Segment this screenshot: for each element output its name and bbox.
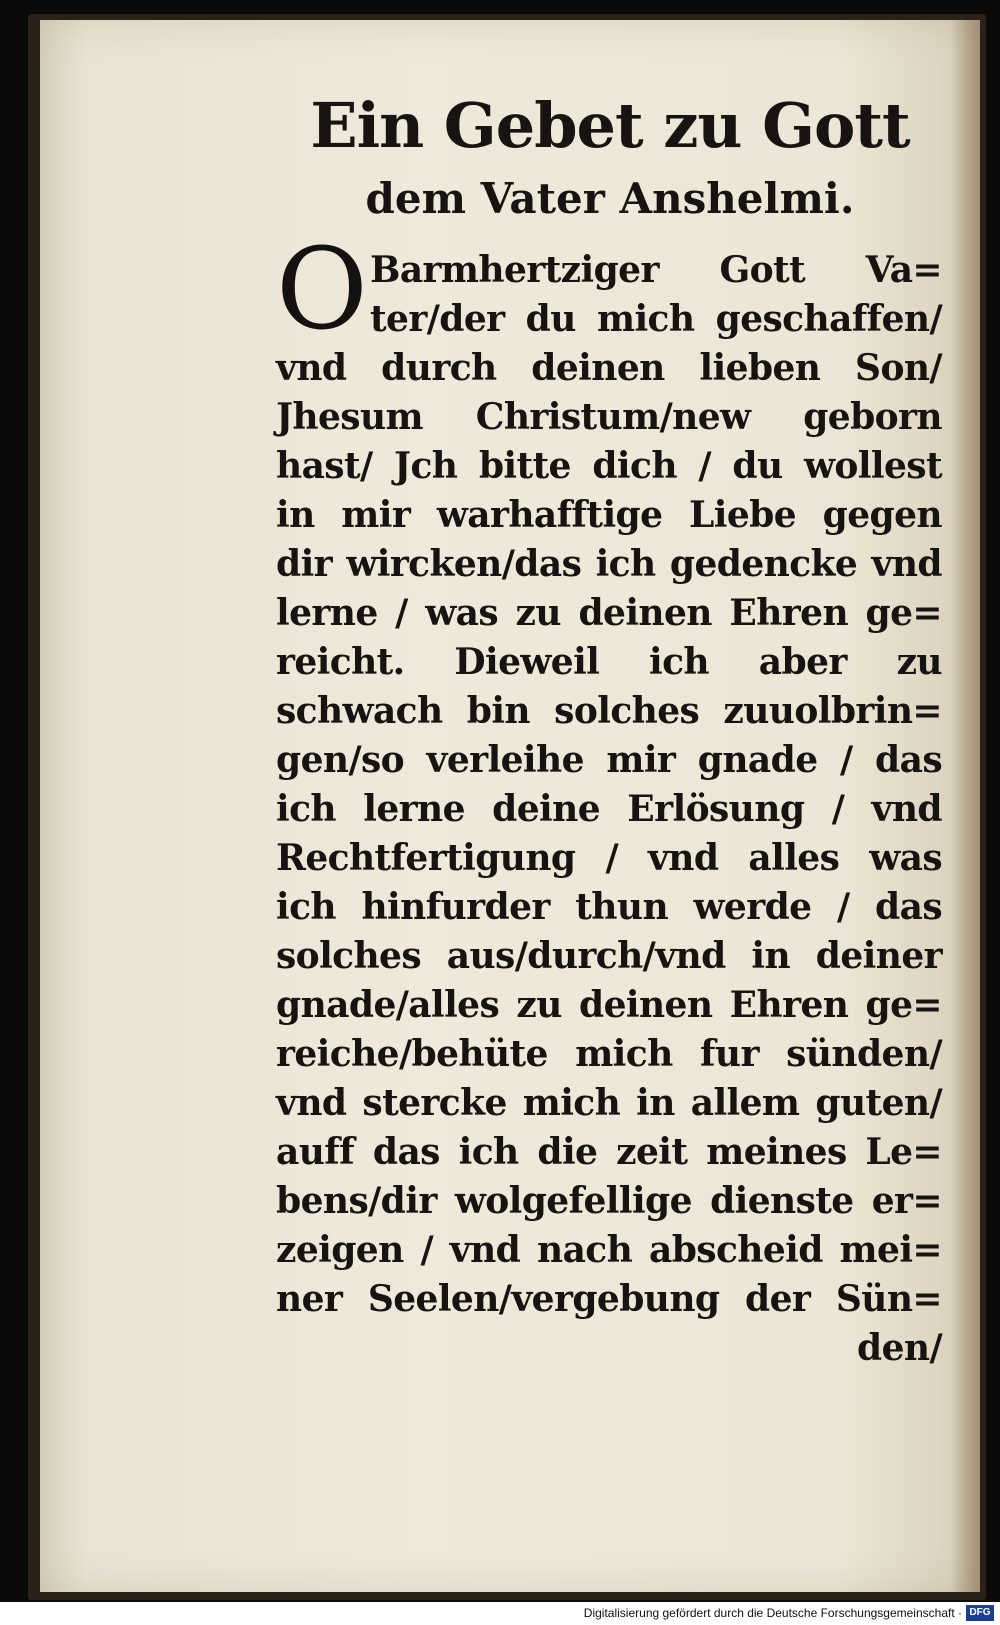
- text-line: Rechtfertigung / vnd alles was: [276, 837, 942, 879]
- text-line: ich lerne deine Erlösung / vnd: [276, 788, 942, 830]
- funding-notice: Digitalisierung gefördert durch die Deutsche Forschungsgemeinschaft ·: [583, 1606, 962, 1620]
- text-line: ter/der du mich geschaffen/: [370, 298, 942, 340]
- text-line: dir wircken/das ich gedencke vnd: [276, 543, 942, 585]
- catchword-line: den/: [857, 1327, 942, 1369]
- text-line: in mir warhafftige Liebe gegen: [276, 494, 942, 536]
- text-line: ich hinfurder thun werde / das: [276, 886, 942, 928]
- text-line: ner Seelen/vergebung der Sün=: [276, 1278, 942, 1320]
- text-line: bens/dir wolgefellige dienste er=: [276, 1180, 942, 1222]
- page-gutter-shadow: [950, 20, 980, 1592]
- text-line: hast/ Jch bitte dich / du wollest: [276, 445, 942, 487]
- text-line: gen/so verleihe mir gnade / das: [276, 739, 942, 781]
- text-line: lerne / was zu deinen Ehren ge=: [276, 592, 942, 634]
- text-line: vnd durch deinen lieben Son/: [276, 347, 942, 389]
- text-line: solches aus/durch/vnd in deiner: [276, 935, 942, 977]
- text-line: gnade/alles zu deinen Ehren ge=: [276, 984, 942, 1026]
- prayer-text: [276, 246, 942, 1373]
- text-line: Jhesum Christum/new geborn: [276, 396, 942, 438]
- drop-cap-initial: O: [276, 225, 368, 355]
- dfg-logo-icon: DFG: [966, 1605, 994, 1621]
- text-line: Barmhertziger Gott Va=: [370, 249, 942, 291]
- page-subtitle: dem Vater Anshelmi.: [365, 174, 855, 223]
- text-line: schwach bin solches zuuolbrin=: [276, 690, 942, 732]
- text-line: reiche/behüte mich fur sünden/: [276, 1033, 942, 1075]
- text-line: vnd stercke mich in allem guten/: [276, 1082, 942, 1124]
- text-line: reicht. Dieweil ich aber zu: [276, 641, 942, 683]
- text-line: zeigen / vnd nach abscheid mei=: [276, 1229, 942, 1271]
- footer-bar: [0, 1602, 1000, 1625]
- text-line: auff das ich die zeit meines Le=: [276, 1131, 942, 1173]
- page-title: Ein Gebet zu Gott: [310, 89, 910, 162]
